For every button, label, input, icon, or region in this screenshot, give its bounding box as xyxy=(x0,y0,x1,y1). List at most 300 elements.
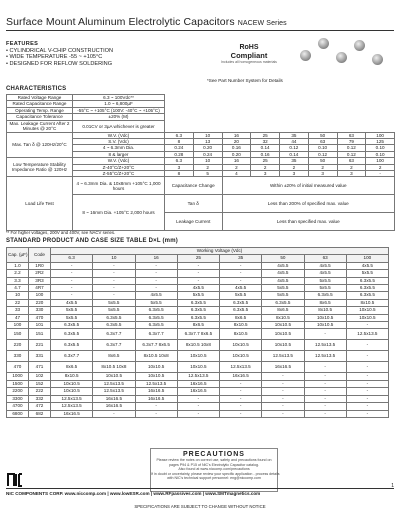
size-cell: 8x10.5 10x8 xyxy=(93,362,135,373)
size-cell: - xyxy=(304,329,346,340)
table-row xyxy=(7,329,389,340)
size-cell: - xyxy=(93,285,135,292)
char-value: 0.10 xyxy=(308,145,337,151)
size-cell: 8x6.5 xyxy=(177,322,219,329)
standard-product-table: Cap. (µF) Code Working Voltage (Vdc) 6.3 10 16 25 35 50 63 100 1.0 1R0 - - - - - 4x5.5 4x5.5 4x5.5 2.2 2R2 - - - - - 4x5.5 4x5.5 5x5.5 3.3 3R3 - - - - - 4x5.5 5x5.5 6.3x5.5 4.7 4R7 - - - 4x5.5 4x5.5 5x5.5 5x5.5 6.3x5.5 10 100 - - 4x5.5 5x5.5 5x5.5 5x5.5 6.3x5.5 6.3x5.5 22 220 4x5.5 5x5.5 5x5.5 6.3x5.5 6.3x5.5 6.3x5.5 8x6.5 8x10.5 33 330 5x5.5 5x5.5 6.3x5.5 6.3x5.5 6.3x5.5 8x6.5 8x10.5 10x10.5 47 470 5x5.5 6.3x5.5 6.3x5.5 6.3x5.5 8x6.5 8x10.5 10x10.5 10x10.5 100 101 6.3x5.5 6.3x5.5 6.3x5.5 8x6.5 8x10.5 10x10.5 10x10.5 - 150 151 6.3x5.5 6.3x7.7 6.3x7.7 6.3x7.7 8x6.5 8x10.5 10x10.5 - 12.5x13.5 220 221 6.3x5.5 6.3x7.7 6.3x7.7 8x6.5 8x10.5 10x8 10x10.5 10x10.5 12.5x13.5 - 330 331 6.3x7.7 8x6.5 8x10.5 10x8 10x10.5 10x10.5 12.5x13.5 12.5x13.5 - 470 471 8x6.5 8x10.5 10x8 10x10.5 10x10.5 12.5x13.5 16x16.5 - - 1000 102 8x10.5 10x10.5 10x10.5 12.5x13.5 16x16.5 - - - 1500 152 10x10.5 12.5x13.5 12.5x13.5 16x16.5 - - - - 2200 222 10x10.5 12.5x13.5 16x16.5 16x16.5 - - - - 3300 332 12.5x13.5 16x16.5 16x16.5 - - - - - 4700 472 12.5x13.5 16x16.5 - - - - - - 6800 682 16x16.5 - - - - - - - xyxy=(6,247,389,418)
char-value: 125 xyxy=(366,139,395,145)
size-cell: 10x10.5 xyxy=(220,351,262,362)
char-value: 63 xyxy=(337,132,366,138)
code-cell: 470 xyxy=(29,314,51,321)
voltage-header: 63 xyxy=(304,255,346,262)
char-value: 100 xyxy=(366,158,395,164)
char-value: 50 xyxy=(308,132,337,138)
size-cell: - xyxy=(177,403,219,410)
table-row xyxy=(7,410,389,417)
char-value: 8 xyxy=(165,139,194,145)
rohs-line1: RoHS xyxy=(239,44,259,51)
voltage-header: 25 xyxy=(177,255,219,262)
size-cell: 4x5.5 xyxy=(220,285,262,292)
char-value: 0.12 xyxy=(337,151,366,157)
size-cell: 4x5.5 xyxy=(304,270,346,277)
size-cell: 6.3x5.5 xyxy=(51,322,93,329)
feature-item: • DESIGNED FOR REFLOW SOLDERING xyxy=(6,60,113,67)
cap-cell: 1.0 xyxy=(7,262,29,269)
char-value: 0.24 xyxy=(165,145,194,151)
cap-cell: 150 xyxy=(7,329,29,340)
size-cell: - xyxy=(262,388,304,395)
char-value: 13 xyxy=(193,139,222,145)
char-value: 0.14 xyxy=(251,145,280,151)
size-cell: 8x6.5 xyxy=(51,362,93,373)
char-value: 2 xyxy=(222,164,251,170)
size-cell: 6.3x5.5 xyxy=(51,340,93,351)
size-cell: 4x5.5 xyxy=(262,262,304,269)
char-value: 50 xyxy=(308,158,337,164)
size-cell: 16x16.5 xyxy=(262,362,304,373)
size-cell: 10x10.5 xyxy=(220,340,262,351)
size-cell: 6.3x5.5 xyxy=(93,322,135,329)
size-cell: 10x10.5 xyxy=(135,362,177,373)
char-value: 2 xyxy=(251,164,280,170)
size-cell: - xyxy=(51,262,93,269)
code-cell: 472 xyxy=(29,403,51,410)
size-cell: 6.3x5.5 xyxy=(177,307,219,314)
cap-cell: 3.3 xyxy=(7,277,29,284)
char-value: 16 xyxy=(222,158,251,164)
size-cell: 10x10.5 xyxy=(93,373,135,380)
size-cell: 8x6.5 xyxy=(262,307,304,314)
size-cell: - xyxy=(220,388,262,395)
size-cell: - xyxy=(262,403,304,410)
code-cell: 102 xyxy=(29,373,51,380)
size-cell: 12.5x13.5 xyxy=(220,362,262,373)
size-cell: - xyxy=(262,395,304,402)
char-value: 3 xyxy=(308,171,337,177)
size-cell: 12.5x13.5 xyxy=(177,373,219,380)
table-row xyxy=(7,351,389,362)
size-cell: 8x10.5 xyxy=(346,299,388,306)
char-value: 6.3 xyxy=(165,158,194,164)
size-cell: 12.5x13.5 xyxy=(135,380,177,387)
size-cell: - xyxy=(51,292,93,299)
size-cell: 10x10.5 xyxy=(346,314,388,321)
size-cell: - xyxy=(177,395,219,402)
char-value: 2 xyxy=(366,164,395,170)
cap-cell: 10 xyxy=(7,292,29,299)
size-cell: 8x6.5 xyxy=(93,351,135,362)
size-cell: 6.3x7.7 8x6.5 xyxy=(135,340,177,351)
cap-cell: 47 xyxy=(7,314,29,321)
size-cell: - xyxy=(346,322,388,329)
table-row xyxy=(7,395,389,402)
size-cell: 8x10.5 xyxy=(220,322,262,329)
code-cell: 222 xyxy=(29,388,51,395)
table-row xyxy=(7,322,389,329)
table-row xyxy=(7,277,389,284)
size-cell: 12.5x13.5 xyxy=(304,351,346,362)
size-cell: 12.5x13.5 xyxy=(93,388,135,395)
char-value: - xyxy=(366,171,395,177)
voltage-note: ** For higher voltages, 200V and 400V, see NACV series. xyxy=(6,230,116,235)
char-value: 35 xyxy=(280,158,309,164)
char-value: 10 xyxy=(193,132,222,138)
cap-cell: 330 xyxy=(7,351,29,362)
size-cell: 5x5.5 xyxy=(346,270,388,277)
page-title: Surface Mount Aluminum Electrolytic Capacitors NACEW Series xyxy=(6,16,287,28)
code-cell: 1R0 xyxy=(29,262,51,269)
size-cell: - xyxy=(177,277,219,284)
size-cell: 5x5.5 xyxy=(51,307,93,314)
size-cell: 6.3x5.5 xyxy=(220,299,262,306)
size-cell: 16x16.5 xyxy=(135,395,177,402)
size-cell: 5x5.5 xyxy=(262,292,304,299)
rohs-line2: Compliant xyxy=(230,51,268,60)
size-cell: 16x16.5 xyxy=(51,410,93,417)
size-cell: 6.3x5.5 xyxy=(177,314,219,321)
size-cell: 12.5x13.5 xyxy=(93,380,135,387)
features-block xyxy=(6,41,113,67)
size-cell: - xyxy=(135,403,177,410)
footer-company: NIC COMPONENTS CORP. www.niccomp.com | www.lowESR.com | www.RFpassives.com | www.SMTmagnetics.com xyxy=(6,491,261,496)
cap-cell: 1000 xyxy=(7,373,29,380)
size-cell: - xyxy=(346,380,388,387)
size-cell: - xyxy=(93,270,135,277)
code-cell: 3R3 xyxy=(29,277,51,284)
table-row xyxy=(7,299,389,306)
size-cell: 5x5.5 xyxy=(177,292,219,299)
char-value: 44 xyxy=(280,139,309,145)
part-number-note: *See Part Number System for Details xyxy=(207,78,283,83)
size-cell: - xyxy=(51,285,93,292)
size-cell: 8x10.5 xyxy=(51,373,93,380)
cap-cell: 4700 xyxy=(7,403,29,410)
size-cell: - xyxy=(135,277,177,284)
table-row xyxy=(7,362,389,373)
char-value: 0.10 xyxy=(366,145,395,151)
size-cell: - xyxy=(304,395,346,402)
size-cell: - xyxy=(177,262,219,269)
table-row xyxy=(7,380,389,387)
precaution-line: pages P94 & P15 of NIC's Electrolytic Capacitor catalog. xyxy=(169,462,259,467)
size-cell: 6.3x7.7 8x6.5 xyxy=(177,329,219,340)
size-cell: - xyxy=(93,262,135,269)
size-cell: - xyxy=(177,410,219,417)
cap-cell: 4.7 xyxy=(7,285,29,292)
table-row xyxy=(7,388,389,395)
size-cell: - xyxy=(346,362,388,373)
capacitor-product-image xyxy=(292,36,392,72)
table-row xyxy=(7,314,389,321)
size-cell: - xyxy=(135,270,177,277)
code-cell: 471 xyxy=(29,362,51,373)
size-cell: - xyxy=(93,292,135,299)
size-cell: 10x10.5 xyxy=(346,307,388,314)
size-cell: 8x6.5 xyxy=(220,314,262,321)
size-cell: - xyxy=(135,262,177,269)
char-value: 4 xyxy=(222,171,251,177)
voltage-header: 10 xyxy=(93,255,135,262)
code-cell: 331 xyxy=(29,351,51,362)
size-cell: - xyxy=(220,410,262,417)
size-cell: 5x5.5 xyxy=(304,277,346,284)
char-value: 0.16 xyxy=(251,151,280,157)
nic-logo-icon xyxy=(6,470,24,488)
voltage-header: 100 xyxy=(346,255,388,262)
size-cell: 10x10.5 xyxy=(262,329,304,340)
size-cell: 6.3x5.5 xyxy=(93,314,135,321)
size-cell: 10x10.5 xyxy=(177,362,219,373)
size-cell: - xyxy=(51,277,93,284)
size-cell: 12.5x13.5 xyxy=(262,351,304,362)
char-value: 63 xyxy=(337,158,366,164)
code-cell: 151 xyxy=(29,329,51,340)
table-row xyxy=(7,262,389,269)
features-heading: FEATURES xyxy=(6,41,39,47)
size-cell: 10x10.5 xyxy=(304,314,346,321)
size-cell: 6.3x5.5 xyxy=(220,307,262,314)
char-value: 100 xyxy=(366,132,395,138)
table-row xyxy=(7,285,389,292)
size-cell: 10x10.5 xyxy=(51,388,93,395)
code-cell: 221 xyxy=(29,340,51,351)
size-cell: 8x10.5 xyxy=(262,314,304,321)
series-name: NACEW Series xyxy=(237,20,287,27)
feature-item: • CYLINDRICAL V-CHIP CONSTRUCTION xyxy=(6,47,114,54)
cap-cell: 2200 xyxy=(7,388,29,395)
size-cell: - xyxy=(93,410,135,417)
table-row xyxy=(7,373,389,380)
size-cell: - xyxy=(346,351,388,362)
char-value: 2 xyxy=(308,164,337,170)
char-value: 3 xyxy=(165,164,194,170)
cap-cell: 3300 xyxy=(7,395,29,402)
cap-cell: 100 xyxy=(7,322,29,329)
size-cell: - xyxy=(220,277,262,284)
voltage-header: 50 xyxy=(262,255,304,262)
char-value: 3 xyxy=(280,171,309,177)
cap-cell: 33 xyxy=(7,307,29,314)
size-cell: 16x16.5 xyxy=(135,388,177,395)
size-cell: 6.3x5.5 xyxy=(51,329,93,340)
size-cell: 5x5.5 xyxy=(93,299,135,306)
size-cell: 4x5.5 xyxy=(262,277,304,284)
char-value: 0.24 xyxy=(193,151,222,157)
characteristics-heading: CHARACTERISTICS xyxy=(6,86,67,92)
size-cell: 4x5.5 xyxy=(304,262,346,269)
char-value: 6.3 xyxy=(165,132,194,138)
size-cell: 12.5x13.5 xyxy=(51,395,93,402)
size-cell: 16x16.5 xyxy=(177,380,219,387)
size-cell: - xyxy=(346,340,388,351)
precaution-line: Also found at www.niccomp.com/precautions xyxy=(178,467,250,472)
code-cell: 100 xyxy=(29,292,51,299)
size-cell: 5x5.5 xyxy=(220,292,262,299)
size-cell: 16x16.5 xyxy=(93,403,135,410)
size-cell: 12.5x13.5 xyxy=(346,329,388,340)
code-cell: 332 xyxy=(29,395,51,402)
size-cell: - xyxy=(262,373,304,380)
page-number: 1 xyxy=(391,483,394,489)
char-value: 3 xyxy=(251,171,280,177)
char-value: 8 xyxy=(165,171,194,177)
size-cell: - xyxy=(304,380,346,387)
precautions-box xyxy=(150,448,278,492)
size-cell: - xyxy=(220,270,262,277)
precaution-line: If in doubt or uncertainty, please review your specific application - process details xyxy=(151,471,280,476)
size-cell: 6.3x5.5 xyxy=(135,307,177,314)
cap-cell: 220 xyxy=(7,340,29,351)
size-cell: - xyxy=(304,388,346,395)
size-cell: 10x10.5 xyxy=(135,373,177,380)
size-cell: 4x5.5 xyxy=(346,262,388,269)
voltage-header: 6.3 xyxy=(51,255,93,262)
size-cell: - xyxy=(135,285,177,292)
size-cell: 6.3x5.5 xyxy=(135,322,177,329)
size-cell: 5x5.5 xyxy=(51,314,93,321)
size-cell: - xyxy=(346,388,388,395)
char-value: 3 xyxy=(337,171,366,177)
cap-cell: 1500 xyxy=(7,380,29,387)
size-cell: 16x16.5 xyxy=(93,395,135,402)
size-cell: 6.3x5.5 xyxy=(262,299,304,306)
size-cell: - xyxy=(220,380,262,387)
table-row xyxy=(7,340,389,351)
char-value: 0.20 xyxy=(193,145,222,151)
char-value: 0.14 xyxy=(280,151,309,157)
char-value: 79 xyxy=(337,139,366,145)
footer-note: SPECIFICATIONS ARE SUBJECT TO CHANGE WITHOUT NOTICE xyxy=(134,504,266,509)
cap-cell: 22 xyxy=(7,299,29,306)
table-row xyxy=(7,270,389,277)
size-cell: 6.3x5.5 xyxy=(304,292,346,299)
char-value: 63 xyxy=(308,139,337,145)
char-value: 25 xyxy=(251,132,280,138)
table-row xyxy=(7,307,389,314)
size-cell: - xyxy=(177,270,219,277)
size-cell: - xyxy=(346,395,388,402)
size-cell: 6.3x7.7 xyxy=(51,351,93,362)
size-cell: 6.3x5.5 xyxy=(346,285,388,292)
size-cell: 12.5x13.5 xyxy=(304,340,346,351)
char-value: 2 xyxy=(280,164,309,170)
size-cell: - xyxy=(304,362,346,373)
size-cell: 8x10.5 xyxy=(304,307,346,314)
size-cell: - xyxy=(346,403,388,410)
size-cell: 10x10.5 xyxy=(262,322,304,329)
size-cell: - xyxy=(93,277,135,284)
size-cell: - xyxy=(346,373,388,380)
size-cell: 4x5.5 xyxy=(51,299,93,306)
code-cell: 152 xyxy=(29,380,51,387)
char-value: 2 xyxy=(193,164,222,170)
char-value: 16 xyxy=(222,132,251,138)
char-value: 32 xyxy=(251,139,280,145)
size-cell: - xyxy=(304,403,346,410)
size-cell: 6.3x5.5 xyxy=(135,314,177,321)
size-cell: - xyxy=(220,262,262,269)
code-cell: 101 xyxy=(29,322,51,329)
size-cell: - xyxy=(262,380,304,387)
size-cell: 10x10.5 xyxy=(304,322,346,329)
size-cell: 6.3x7.7 xyxy=(93,340,135,351)
size-cell: 4x5.5 xyxy=(177,285,219,292)
size-cell: - xyxy=(51,270,93,277)
code-cell: 2R2 xyxy=(29,270,51,277)
precautions-title: PRECAUTIONS xyxy=(183,451,245,458)
size-cell: - xyxy=(304,410,346,417)
size-cell: 8x10.5 10x8 xyxy=(177,340,219,351)
char-value: 5 xyxy=(193,171,222,177)
size-cell: 4x5.5 xyxy=(262,270,304,277)
char-value: 0.12 xyxy=(337,145,366,151)
char-value: 2 xyxy=(337,164,366,170)
size-cell: - xyxy=(220,395,262,402)
size-cell: - xyxy=(346,410,388,417)
size-cell: - xyxy=(262,410,304,417)
rohs-badge xyxy=(207,37,291,75)
size-cell: 4x5.5 xyxy=(135,292,177,299)
size-cell: 16x16.5 xyxy=(177,388,219,395)
standard-table-heading: STANDARD PRODUCT AND CASE SIZE TABLE D×L (mm) xyxy=(6,238,178,244)
code-cell: 4R7 xyxy=(29,285,51,292)
size-cell: 5x5.5 xyxy=(135,299,177,306)
size-cell: 5x5.5 xyxy=(304,285,346,292)
char-value: 20 xyxy=(222,139,251,145)
size-cell: - xyxy=(135,410,177,417)
size-cell: 10x10.5 xyxy=(262,340,304,351)
cap-cell: 2.2 xyxy=(7,270,29,277)
char-value: 10 xyxy=(193,158,222,164)
table-row xyxy=(7,292,389,299)
char-value: 0.10 xyxy=(366,151,395,157)
size-cell: 16x16.5 xyxy=(220,373,262,380)
size-cell: 6.3x7.7 xyxy=(93,329,135,340)
table-row xyxy=(7,403,389,410)
char-value: 25 xyxy=(251,158,280,164)
cap-cell: 470 xyxy=(7,362,29,373)
characteristics-table: Rated Voltage Range 6.3 ~ 100Vdc** Rated Capacitance Range 1.0 ~ 6,800µF Operating Temp. Range -55°C ~ +105°C (100V: -40°C ~ +105°C) Capacitance Tolerance ±20% (M) Max. Leakage Current After 2 Minutes @ 20°C 0.01CV or 3µA whichever is greater Max. Tan δ @ 120Hz/20°C W.V. (Vdc) 6.3 10 16 25 35 50 63 100 S.V. (Vdc) 8 13 20 32 44 63 79 125 4 ~ 6.3mm Dia. 0.24 0.20 0.16 0.14 0.12 0.10 0.12 0.10 8 & larger 0.28 0.24 0.20 0.16 0.14 0.12 0.12 0.10 Low Temperature Stability Impedance Ratio @ 120Hz W.V. (Vdc) 6.3 10 16 25 35 50 63 100 Z-40°C/Z+20°C 3 2 2 2 2 2 2 2 Z-55°C/Z+20°C 8 5 4 3 3 3 3 - Load Life Test 4 ~ 6.3mm Dia. & 10x8mm +105°C 1,000 hours Capacitance Change Within ±20% of initial measured value 8 ~ 16mm Dia. +105°C 2,000 hours Tan δ Less than 200% of specified max. value Leakage Current Less than specified max. value xyxy=(6,94,395,231)
char-value: 0.12 xyxy=(308,151,337,157)
feature-item: • WIDE TEMPERATURE -55 ~ +105°C xyxy=(6,54,103,61)
cap-cell: 6800 xyxy=(7,410,29,417)
size-cell: 8x10.5 xyxy=(220,329,262,340)
size-cell: 6.3x5.5 xyxy=(346,277,388,284)
voltage-header: 16 xyxy=(135,255,177,262)
footer-divider xyxy=(6,488,394,489)
char-value: 0.28 xyxy=(165,151,194,157)
title-divider xyxy=(6,30,394,31)
size-cell: - xyxy=(304,373,346,380)
char-value: 0.20 xyxy=(222,151,251,157)
code-cell: 330 xyxy=(29,307,51,314)
size-cell: 6.3x5.5 xyxy=(346,292,388,299)
code-cell: 682 xyxy=(29,410,51,417)
size-cell: 8x6.5 xyxy=(304,299,346,306)
precaution-line: with NIC's technical support personnel: eng@niccomp.com xyxy=(167,476,261,481)
size-cell: 10x10.5 xyxy=(177,351,219,362)
size-cell: 6.3x5.5 xyxy=(177,299,219,306)
size-cell: 8x10.5 10x8 xyxy=(135,351,177,362)
voltage-header: 35 xyxy=(220,255,262,262)
precaution-line: Please review the notes on correct use, safety and precautions found on xyxy=(156,458,272,462)
size-cell: 5x5.5 xyxy=(93,307,135,314)
char-value: 35 xyxy=(280,132,309,138)
size-cell: 12.5x13.5 xyxy=(51,403,93,410)
size-cell: 10x10.5 xyxy=(51,380,93,387)
char-value: 0.16 xyxy=(222,145,251,151)
size-cell: - xyxy=(220,403,262,410)
code-cell: 220 xyxy=(29,299,51,306)
